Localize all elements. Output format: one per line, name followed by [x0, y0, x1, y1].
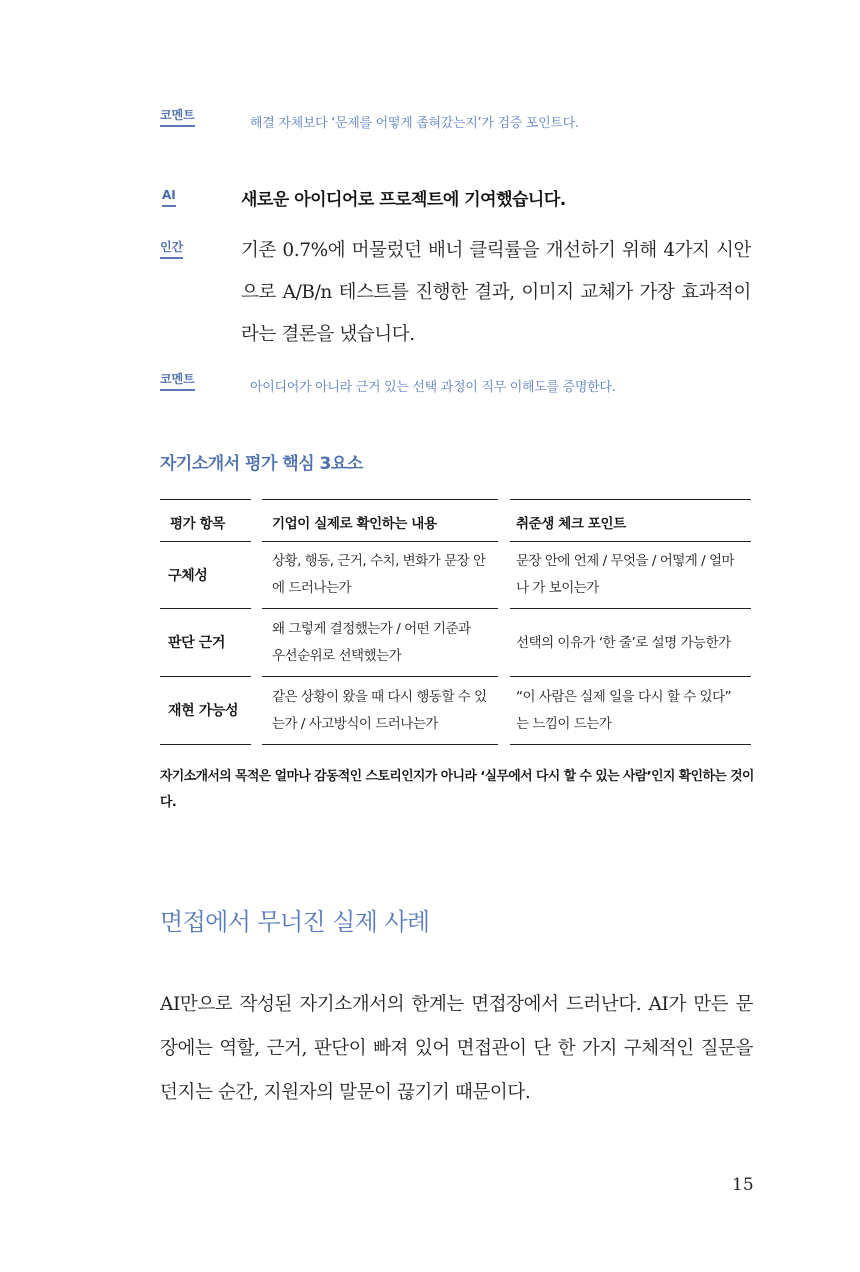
- table-rule: [262, 744, 498, 745]
- table-rule: [262, 608, 498, 609]
- table-cell: 같은 상황이 왔을 때 다시 행동할 수 있: [272, 689, 487, 705]
- table-cell: 나 가 보이는가: [516, 580, 599, 596]
- table-rule: [160, 541, 251, 542]
- table-header: 취준생 체크 포인트: [516, 516, 626, 532]
- table-header: 평가 항목: [170, 516, 225, 532]
- table-rule: [510, 499, 751, 500]
- table-rule: [160, 608, 251, 609]
- table-rule: [510, 541, 751, 542]
- table-cell: 문장 안에 언제 / 무엇을 / 어떻게 / 얼마: [516, 553, 735, 569]
- table-rule: [160, 744, 251, 745]
- table-rule: [262, 499, 498, 500]
- ai-sentence: 새로운 아이디어로 프로젝트에 기여했습니다.: [241, 190, 566, 210]
- table-cell: 선택의 이유가 ‘한 줄’로 설명 가능한가: [516, 635, 731, 651]
- table-cell: 에 드러나는가: [272, 580, 352, 596]
- table-note: 자기소개서의 목적은 얼마나 감동적인 스토리인지가 아니라 ‘실무에서 다시 할 수 있는 사람’인지 확인하는 것이다.: [160, 769, 754, 810]
- table-cell: 는 느낌이 드는가: [516, 716, 612, 732]
- page-number: 15: [732, 1175, 754, 1195]
- table-rule: [262, 541, 498, 542]
- table-cell: 는가 / 사고방식이 드러나는가: [272, 716, 438, 732]
- comment-text: 해결 자체보다 ‘문제를 어떻게 좁혀갔는지’가 검증 포인트다.: [250, 116, 579, 131]
- table-cell: 우선순위로 선택했는가: [272, 648, 402, 664]
- section-heading: 자기소개서 평가 핵심 3요소: [160, 454, 363, 474]
- table-rule: [510, 608, 751, 609]
- comment-tag: 코멘트: [160, 372, 195, 391]
- table-row-item: 구체성: [168, 568, 208, 584]
- table-rule: [262, 676, 498, 677]
- human-sentence: 기존 0.7%에 머물렀던 배너 클릭률을 개선하기 위해 4가지 시안으로 A/B/n 테스트를 진행한 결과, 이미지 교체가 가장 효과적이라는 결론을 냈습니다.: [241, 240, 751, 345]
- ai-tag: AI: [162, 188, 176, 207]
- table-rule: [160, 676, 251, 677]
- table-cell: “이 사람은 실제 일을 다시 할 수 있다”: [516, 689, 732, 705]
- table-rule: [510, 676, 751, 677]
- table-row-item: 재현 가능성: [168, 703, 239, 719]
- table-header: 기업이 실제로 확인하는 내용: [272, 516, 437, 532]
- table-cell: 왜 그렇게 결정했는가 / 어떤 기준과: [272, 621, 471, 637]
- table-cell: 상황, 행동, 근거, 수치, 변화가 문장 안: [272, 553, 486, 569]
- table-rule: [510, 744, 751, 745]
- comment-text: 아이디어가 아니라 근거 있는 선택 과정이 직무 이해도를 증명한다.: [250, 380, 616, 395]
- comment-tag: 코멘트: [160, 108, 195, 127]
- table-row-item: 판단 근거: [168, 635, 225, 651]
- table-rule: [160, 499, 251, 500]
- chapter-heading: 면접에서 무너진 실제 사례: [160, 908, 430, 936]
- human-tag: 인간: [160, 240, 183, 259]
- body-paragraph: AI만으로 작성된 자기소개서의 한계는 면접장에서 드러난다. AI가 만든 문장에는 역할, 근거, 판단이 빠져 있어 면접관이 단 한 가지 구체적인 질문을 던지는 순간, 지원자의 말문이 끊기기 때문이다.: [160, 994, 753, 1103]
